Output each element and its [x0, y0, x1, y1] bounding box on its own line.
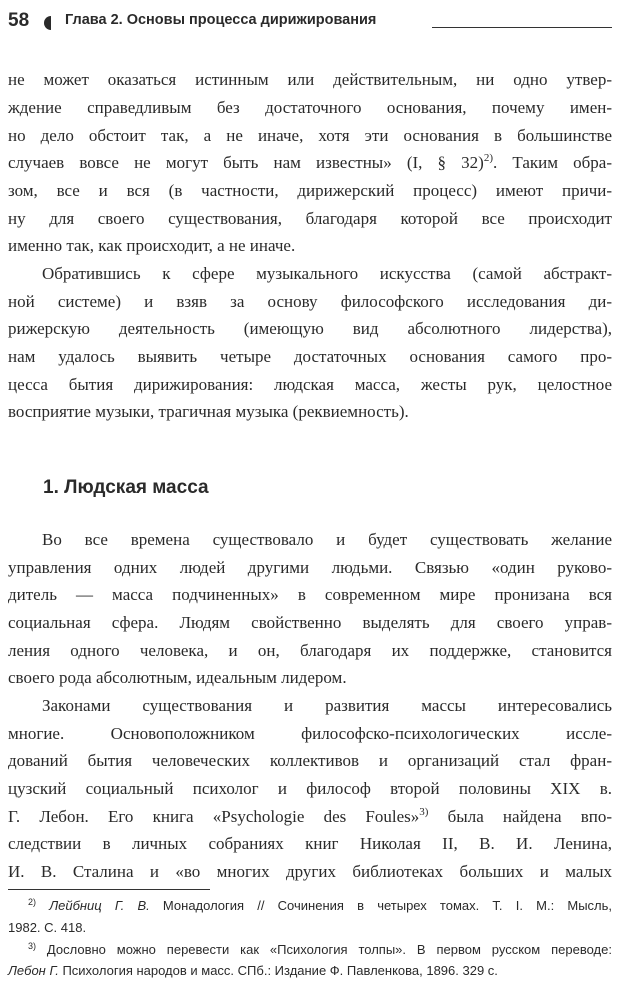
text-line: восприятие музыки, трагичная музыка (реквиемность). — [8, 402, 409, 421]
text-line: не может оказаться истинным или действительным, ни одно утвер- — [8, 70, 612, 89]
text-line: цесса бытия дирижирования: людская масса, жесты рук, целостное — [8, 375, 612, 394]
text-line: ждение справедливым без достаточного основания, почему имен- — [8, 98, 612, 117]
footnote-2-line: 1982. С. 418. — [8, 920, 87, 935]
text-line: ной системе) и взяв за основу философского исследования ди- — [8, 292, 612, 311]
footnote-3-line — [28, 942, 612, 964]
text-line: нам удалось выявить четыре достаточных основания самого про- — [8, 347, 612, 366]
footnote-3-line — [8, 963, 612, 985]
text-line: социальная сфера. Людям свойственно выделять для своего управ- — [8, 613, 612, 632]
text-line: именно так, как происходит, а не иначе. — [8, 236, 296, 255]
text-line: но дело обстоит так, а не иначе, хотя эти основания в большинстве — [8, 126, 612, 145]
page-number: 58 — [8, 10, 30, 31]
text-line: управления одних людей другими людьми. Связью «один руково- — [8, 558, 612, 577]
text-line: дитель — масса подчиненных» в современном мире пронизана вся — [8, 585, 612, 604]
footnote-marker: 2) — [28, 897, 37, 907]
text-line: цузский социальный психолог и философ второй половины XIX в. — [8, 779, 612, 798]
text-line: многие. Основоположником философско-психологических иссле- — [8, 724, 612, 743]
half-circle-ornament-icon — [44, 16, 51, 30]
text-line: рижерскую деятельность (имеющую вид абсолютного лидерства), — [8, 319, 612, 338]
text-fragment: Г. Лебон. Его книга «Psychologie des Foules» — [8, 807, 420, 826]
footnote-text: Монадология // Сочинения в четырех томах. Т. I. М.: Мысль, — [149, 898, 613, 913]
text-line: своего рода абсолютным, идеальным лидером. — [8, 668, 347, 687]
footnote-rule — [8, 889, 210, 890]
running-head: Глава 2. Основы процесса дирижирования — [65, 12, 377, 28]
text-fragment: была найдена впо- — [428, 807, 612, 826]
footnote-ref-2: 2) — [483, 152, 494, 164]
footnote-ref-3: 3) — [419, 806, 429, 818]
text-fragment: . Таким обра- — [493, 153, 612, 172]
text-line — [8, 149, 612, 177]
text-line: дований бытия человеческих коллективов и организаций стал фран- — [8, 751, 612, 770]
page-header — [8, 8, 612, 44]
text-fragment: случаев вовсе не могут быть нам известны» (I, § 32) — [8, 153, 484, 172]
text-line: И. В. Сталина и «во многих других библиотеках больших и малых — [8, 862, 612, 881]
text-line: ления одного человека, и он, благодаря их поддержке, становится — [8, 641, 612, 660]
header-rule — [432, 27, 612, 28]
text-line: Во все времена существовало и будет существовать желание — [42, 530, 612, 549]
text-line: Законами существования и развития массы интересовались — [42, 696, 612, 715]
text-line: зом, все и вся (в частности, дирижерский процесс) имеют причи- — [8, 181, 612, 200]
section-heading: 1. Людская масса — [43, 477, 209, 498]
footnote-author: Лебон Г. — [8, 963, 59, 978]
text-line — [8, 803, 612, 831]
footnote-text: Психология народов и масс. СПб.: Издание Ф. Павленкова, 1896. 329 с. — [58, 963, 498, 978]
text-line: ну для своего существования, благодаря которой все происходит — [8, 209, 612, 228]
footnote-text: Дословно можно перевести как «Психология толпы». В первом русском переводе: — [46, 942, 612, 957]
text-line: следствии в личных собраниях книг Николая II, В. И. Ленина, — [8, 834, 612, 853]
text-line: Обратившись к сфере музыкального искусства (самой абстракт- — [42, 264, 612, 283]
footnote-2-line — [28, 898, 612, 920]
footnote-marker: 3) — [28, 941, 37, 951]
footnote-author: Лейбниц Г. В. — [49, 898, 150, 913]
